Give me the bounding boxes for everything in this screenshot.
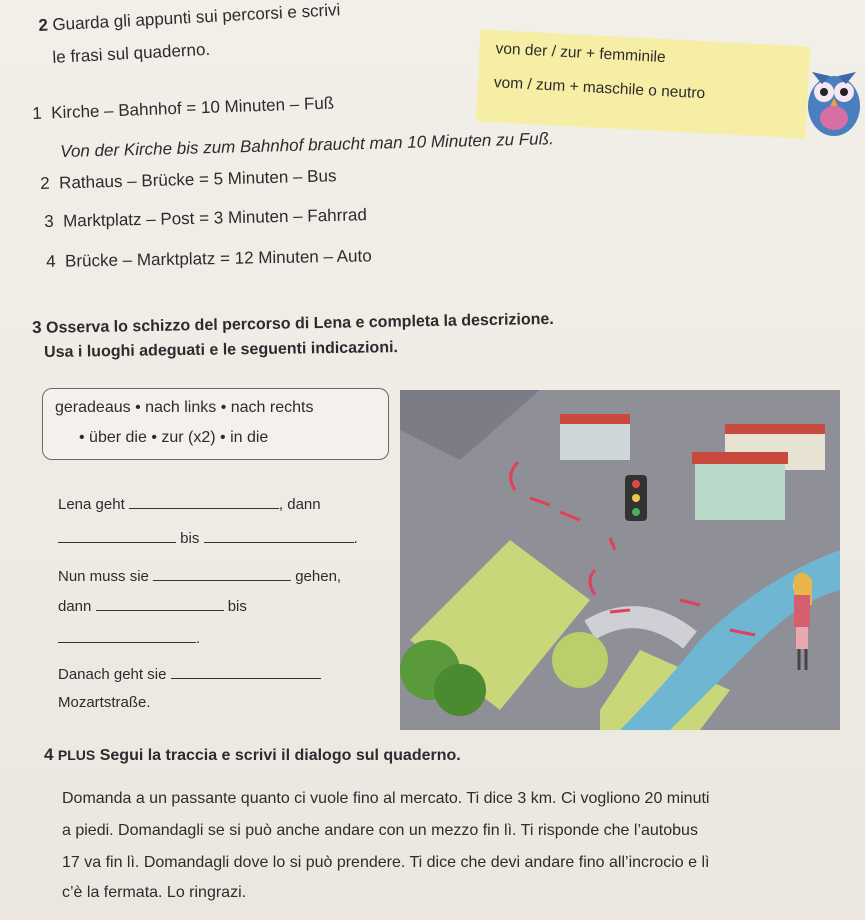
blank-5[interactable]: [96, 596, 224, 611]
fill-line-1-start: Lena geht: [58, 496, 125, 513]
fill-line-3-start: Nun muss sie: [58, 568, 149, 585]
exercise-4-text-line-3: 17 va fin lì. Domandagli dove lo si può prendere. Ti dice che devi andare fino all’incrocio e lì: [62, 854, 710, 871]
item-1-number: 1: [32, 103, 43, 123]
fill-line-2: [58, 528, 358, 547]
fill-line-1-end: , dann: [278, 496, 321, 513]
exercise-4-text-line-2: a piedi. Domandagli se si può anche andare con un mezzo fin lì. Ti risponde che l’autobus: [62, 822, 698, 839]
route-map-illustration: [400, 390, 840, 730]
exercise-2-item-1: [32, 93, 334, 124]
owl-icon: [800, 58, 865, 140]
building-green: [695, 460, 785, 520]
building-roof-2: [725, 424, 825, 434]
exercise-3-instruction-line2: Usa i luoghi adeguati e le seguenti indicazioni.: [44, 339, 399, 361]
tree-icon-2: [434, 664, 486, 716]
item-4-number: 4: [46, 251, 56, 271]
exercise-4-header: [44, 745, 461, 765]
grammar-note: [476, 29, 810, 138]
exercise-3-header: [32, 309, 554, 338]
fill-line-4: [58, 596, 247, 615]
grammar-note-line2: vom / zum + maschile o neutro: [493, 74, 706, 103]
exercise-2-item-2: [40, 166, 337, 194]
fill-line-2-bis: bis: [180, 530, 200, 547]
exercise-4-text-line-4: c’è la fermata. Lo ringrazi.: [62, 884, 247, 901]
word-box-line1: geradeaus • nach links • nach rechts: [55, 399, 314, 416]
fill-line-3: [58, 566, 341, 585]
exercise-2-example: Von der Kirche bis zum Bahnhof braucht man 10 Minuten zu Fuß.: [60, 129, 554, 161]
exercise-3-instruction-line1: Osserva lo schizzo del percorso di Lena e completa la descrizione.: [45, 310, 554, 337]
building-roof: [560, 414, 630, 424]
fill-line-6: [58, 664, 321, 683]
fill-line-4-bis: bis: [227, 598, 247, 615]
plus-badge: PLUS: [57, 747, 96, 763]
route-arrow: [610, 610, 630, 612]
word-box: [42, 388, 389, 460]
item-1-text: Kirche – Bahnhof = 10 Minuten – Fuß: [50, 93, 335, 123]
exercise-4-number: 4: [44, 745, 54, 764]
fill-line-6-start: Danach geht sie: [58, 666, 167, 683]
blank-2[interactable]: [58, 528, 176, 543]
tree-icon-3: [552, 632, 608, 688]
fill-line-3-end: gehen,: [295, 568, 342, 585]
fill-line-2-end: .: [353, 530, 358, 547]
blank-4[interactable]: [153, 566, 291, 581]
item-2-number: 2: [40, 173, 50, 193]
fill-line-7: Mozartstraße.: [58, 694, 151, 711]
exercise-2-instruction-line1: Guarda gli appunti sui percorsi e scrivi: [51, 0, 341, 35]
exercise-2-item-3: [44, 205, 367, 232]
item-4-text: Brücke – Marktplatz = 12 Minuten – Auto: [64, 246, 372, 271]
item-3-text: Marktplatz – Post = 3 Minuten – Fahrrad: [62, 205, 368, 231]
building-roof-3: [692, 452, 788, 464]
exercise-4-text-line-1: Domanda a un passante quanto ci vuole fino al mercato. Ti dice 3 km. Ci vogliono 20 minuti: [62, 790, 710, 807]
fill-line-1: [58, 494, 321, 513]
blank-7[interactable]: [171, 664, 321, 679]
grammar-note-line1: von der / zur + femminile: [495, 40, 666, 67]
fill-line-4-start: dann: [58, 598, 92, 615]
exercise-2-instruction-line2: le frasi sul quaderno.: [52, 39, 211, 67]
item-3-number: 3: [44, 211, 54, 231]
blank-3[interactable]: [204, 528, 354, 543]
building-white: [560, 420, 630, 460]
exercise-2-header: [38, 0, 341, 36]
fill-line-5-end: .: [196, 630, 201, 647]
exercise-3-number: 3: [32, 317, 42, 337]
blank-1[interactable]: [129, 494, 279, 509]
item-2-text: Rathaus – Brücke = 5 Minuten – Bus: [58, 166, 337, 193]
word-box-line2: • über die • zur (x2) • in die: [79, 429, 269, 446]
fill-line-5: [58, 628, 200, 647]
exercise-2-item-4: [46, 246, 372, 272]
exercise-4-instruction: Segui la traccia e scrivi il dialogo sul quaderno.: [99, 747, 461, 764]
exercise-2-number: 2: [38, 15, 49, 35]
blank-6[interactable]: [58, 628, 196, 643]
